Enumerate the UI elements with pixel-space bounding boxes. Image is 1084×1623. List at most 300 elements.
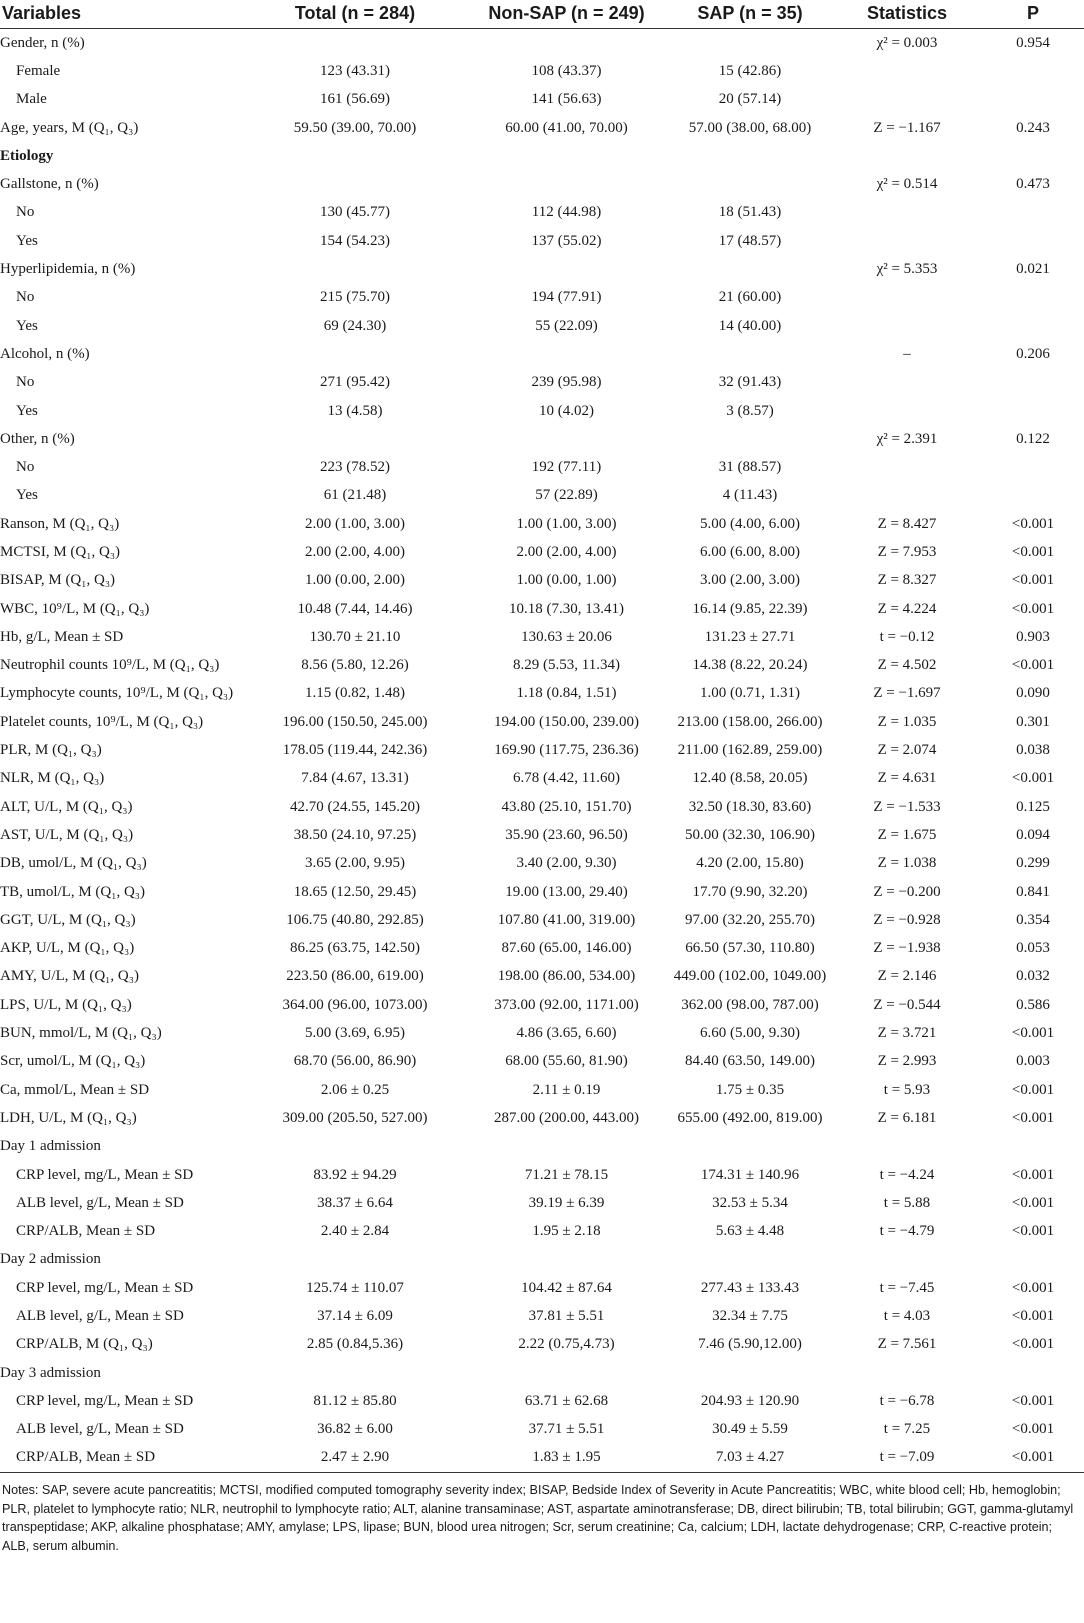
statistics-cell xyxy=(832,397,982,425)
table-row xyxy=(0,255,1084,283)
table-row xyxy=(0,850,1084,878)
table-row xyxy=(0,453,1084,481)
non-sap-cell: 141 (56.63) xyxy=(531,91,602,108)
variable-cell: Gender, n (%) xyxy=(0,34,85,51)
statistics-cell: Z = −1.167 xyxy=(873,119,941,136)
table-body xyxy=(0,29,1084,1473)
non-sap-cell xyxy=(465,142,668,170)
p-value-cell: 0.903 xyxy=(1016,628,1050,645)
total-cell xyxy=(245,29,465,58)
p-value-cell: 0.003 xyxy=(1016,1053,1050,1070)
total-cell: 196.00 (150.50, 245.00) xyxy=(282,713,428,730)
variable-cell: Age, years, M (Q₁, Q₃) xyxy=(0,119,139,136)
table-row xyxy=(0,708,1084,736)
sap-cell: 84.40 (63.50, 149.00) xyxy=(685,1053,815,1070)
total-cell xyxy=(245,425,465,453)
total-cell: 83.92 ± 94.29 xyxy=(313,1166,397,1183)
sap-cell xyxy=(668,425,832,453)
variable-cell: TB, umol/L, M (Q₁, Q₃) xyxy=(0,883,146,900)
table-row xyxy=(0,1161,1084,1189)
variable-cell: LPS, U/L, M (Q₁, Q₃) xyxy=(0,996,132,1013)
p-value-cell: 0.473 xyxy=(1016,176,1050,193)
statistics-cell: t = −4.24 xyxy=(879,1166,935,1183)
table-row xyxy=(0,1387,1084,1415)
non-sap-cell xyxy=(465,170,668,198)
statistics-cell: Z = −1.697 xyxy=(873,685,941,702)
sap-cell: 131.23 ± 27.71 xyxy=(704,628,796,645)
statistics-cell xyxy=(832,482,982,510)
statistics-cell xyxy=(832,1246,982,1274)
sap-cell: 14.38 (8.22, 20.24) xyxy=(692,657,808,674)
table-row xyxy=(0,284,1084,312)
non-sap-cell: 1.18 (0.84, 1.51) xyxy=(516,685,617,702)
non-sap-cell: 1.00 (1.00, 3.00) xyxy=(516,515,617,532)
p-value-cell: 0.301 xyxy=(1016,713,1050,730)
table-row xyxy=(0,906,1084,934)
total-cell xyxy=(245,142,465,170)
non-sap-cell xyxy=(465,340,668,368)
table-row xyxy=(0,1274,1084,1302)
sap-cell: 449.00 (102.00, 1049.00) xyxy=(673,968,827,985)
statistics-cell: Z = −0.544 xyxy=(873,996,941,1013)
variable-cell: Yes xyxy=(16,402,38,419)
sap-cell: 14 (40.00) xyxy=(718,317,782,334)
statistics-cell: Z = 8.327 xyxy=(877,572,937,589)
non-sap-cell: 2.22 (0.75,4.73) xyxy=(518,1336,615,1353)
table-row xyxy=(0,425,1084,453)
p-value-cell: <0.001 xyxy=(982,1444,1084,1473)
total-cell: 8.56 (5.80, 12.26) xyxy=(301,657,409,674)
non-sap-cell xyxy=(465,425,668,453)
non-sap-cell: 39.19 ± 6.39 xyxy=(528,1194,605,1211)
table-row xyxy=(0,1104,1084,1132)
non-sap-cell: 169.90 (117.75, 236.36) xyxy=(494,742,639,759)
variable-cell: DB, umol/L, M (Q₁, Q₃) xyxy=(0,855,147,872)
variable-cell: Ranson, M (Q₁, Q₃) xyxy=(0,515,120,532)
variable-cell: AKP, U/L, M (Q₁, Q₃) xyxy=(0,940,135,957)
table-row xyxy=(0,397,1084,425)
p-value-cell xyxy=(982,199,1084,227)
total-cell: 3.65 (2.00, 9.95) xyxy=(305,855,405,872)
non-sap-cell xyxy=(465,29,668,58)
variable-cell: CRP level, mg/L, Mean ± SD xyxy=(16,1392,194,1409)
sap-cell: 4.20 (2.00, 15.80) xyxy=(696,855,804,872)
total-cell xyxy=(245,1246,465,1274)
sap-cell: 213.00 (158.00, 266.00) xyxy=(677,713,823,730)
total-cell xyxy=(245,255,465,283)
total-cell: 1.00 (0.00, 2.00) xyxy=(305,572,405,589)
statistics-cell xyxy=(832,227,982,255)
total-cell: 223 (78.52) xyxy=(320,459,390,476)
statistics-cell: t = 7.25 xyxy=(883,1421,931,1438)
non-sap-cell: 8.29 (5.53, 11.34) xyxy=(513,657,620,674)
table-row xyxy=(0,227,1084,255)
statistics-cell: t = 5.88 xyxy=(883,1194,931,1211)
variable-cell: Hb, g/L, Mean ± SD xyxy=(0,628,124,645)
statistics-cell: Z = 4.224 xyxy=(877,600,937,617)
sap-cell: 4 (11.43) xyxy=(722,487,778,504)
non-sap-cell: 10.18 (7.30, 13.41) xyxy=(509,600,624,617)
variable-cell: Hyperlipidemia, n (%) xyxy=(0,261,136,278)
variable-cell: PLR, M (Q₁, Q₃) xyxy=(0,742,102,759)
table-row xyxy=(0,538,1084,566)
table-row xyxy=(0,878,1084,906)
total-cell: 37.14 ± 6.09 xyxy=(317,1308,393,1324)
sap-cell: 21 (60.00) xyxy=(718,289,782,306)
non-sap-cell: 2.00 (2.00, 4.00) xyxy=(516,543,617,560)
table-row xyxy=(0,680,1084,708)
p-value-cell: 0.125 xyxy=(1016,798,1050,815)
non-sap-cell: 37.81 ± 5.51 xyxy=(528,1308,605,1324)
variable-cell: MCTSI, M (Q₁, Q₃) xyxy=(0,543,121,560)
table-row xyxy=(0,482,1084,510)
statistics-cell: Z = 1.038 xyxy=(877,855,937,872)
variable-cell: Scr, umol/L, M (Q₁, Q₃) xyxy=(0,1053,146,1070)
variable-cell: AMY, U/L, M (Q₁, Q₃) xyxy=(0,968,139,985)
non-sap-cell: 1.00 (0.00, 1.00) xyxy=(516,572,617,589)
table-row xyxy=(0,510,1084,538)
total-cell: 2.06 ± 0.25 xyxy=(320,1081,390,1098)
table-row xyxy=(0,1331,1084,1359)
statistics-cell: Z = 2.146 xyxy=(877,968,937,985)
p-value-cell: <0.001 xyxy=(1011,572,1055,589)
variable-cell: CRP/ALB, M (Q₁, Q₃) xyxy=(16,1336,153,1353)
table-notes: Notes: SAP, severe acute pancreatitis; MCTSI, modified computed tomography severity index; BISAP, Bedside Index of Severity in Acute Pancreatitis; WBC, white blood cell; Hb, hemoglobin; PLR, platelet to lymphocyte ratio; NLR, neutrophil to lymphocyte ratio; ALT, alanine transaminase; AST, aspartate aminotransferase; DB, direct bilirubin; TB, total bilirubin; GGT, gamma-glutamyl transpeptidase; AKP, alkaline phosphatase; AMY, amylase; LPS, lipase; BUN, blood urea nitrogen; Scr, serum creatinine; Ca, calcium; LDH, lactate dehydrogenase; CRP, C-reactive protein; ALB, serum albumin. xyxy=(2,1483,1074,1553)
total-cell: 2.40 ± 2.84 xyxy=(320,1223,390,1240)
total-cell: 81.12 ± 85.80 xyxy=(313,1392,397,1409)
p-value-cell: 0.954 xyxy=(1016,34,1050,51)
p-value-cell: <0.001 xyxy=(1011,1421,1055,1438)
non-sap-cell: 57 (22.89) xyxy=(535,487,598,504)
statistics-cell: t = −4.79 xyxy=(879,1223,935,1240)
p-value-cell xyxy=(982,312,1084,340)
non-sap-cell: 287.00 (200.00, 443.00) xyxy=(494,1109,639,1126)
statistics-cell xyxy=(832,142,982,170)
statistics-cell: χ² = 5.353 xyxy=(876,261,938,278)
total-cell: 59.50 (39.00, 70.00) xyxy=(293,119,417,136)
p-value-cell: <0.001 xyxy=(1011,1025,1055,1042)
variable-cell: Male xyxy=(16,91,47,108)
statistics-cell: Z = 2.074 xyxy=(877,742,937,759)
table-row xyxy=(0,935,1084,963)
table-row xyxy=(0,567,1084,595)
non-sap-cell: 108 (43.37) xyxy=(531,62,602,79)
table-row xyxy=(0,170,1084,198)
p-value-cell xyxy=(982,369,1084,397)
variable-cell: NLR, M (Q₁, Q₃) xyxy=(0,770,105,787)
statistics-cell: Z = 2.993 xyxy=(877,1053,937,1070)
p-value-cell: 0.122 xyxy=(1016,430,1050,447)
variable-cell: Etiology xyxy=(0,147,54,164)
statistics-cell: Z = 7.561 xyxy=(877,1336,937,1353)
statistics-cell: Z = −1.533 xyxy=(873,798,941,815)
variable-cell: Alcohol, n (%) xyxy=(0,345,90,362)
statistics-cell xyxy=(832,1133,982,1161)
statistics-cell: – xyxy=(903,345,911,362)
variable-cell: Day 3 admission xyxy=(0,1364,101,1381)
variable-cell: Other, n (%) xyxy=(0,430,75,447)
p-value-cell: <0.001 xyxy=(1011,543,1055,560)
table-row xyxy=(0,963,1084,991)
header-statistics: Statistics xyxy=(832,0,982,29)
p-value-cell xyxy=(982,1133,1084,1161)
statistics-cell: Z = −0.200 xyxy=(873,883,941,900)
statistics-cell xyxy=(832,312,982,340)
sap-cell: 6.00 (6.00, 8.00) xyxy=(700,543,800,560)
p-value-cell: <0.001 xyxy=(1011,770,1055,787)
table-row xyxy=(0,199,1084,227)
non-sap-cell: 68.00 (55.60, 81.90) xyxy=(505,1053,628,1070)
variable-cell: ALB level, g/L, Mean ± SD xyxy=(16,1308,184,1324)
table-row xyxy=(0,623,1084,651)
p-value-cell: 0.038 xyxy=(1016,742,1050,759)
sap-cell xyxy=(668,29,832,58)
p-value-cell: <0.001 xyxy=(1011,1081,1055,1098)
p-value-cell: 0.299 xyxy=(1016,855,1050,872)
non-sap-cell: 192 (77.11) xyxy=(531,459,602,476)
total-cell: 2.00 (2.00, 4.00) xyxy=(305,543,405,560)
header-non-sap: Non-SAP (n = 249) xyxy=(465,0,668,29)
sap-cell: 12.40 (8.58, 20.05) xyxy=(692,770,808,787)
non-sap-cell xyxy=(465,1246,668,1274)
table-row xyxy=(0,57,1084,85)
p-value-cell: <0.001 xyxy=(1011,515,1055,532)
table-row xyxy=(0,595,1084,623)
variable-cell: Lymphocyte counts, 10⁹/L, M (Q₁, Q₃) xyxy=(0,685,234,702)
statistics-cell xyxy=(832,57,982,85)
p-value-cell: 0.586 xyxy=(1016,996,1050,1013)
non-sap-cell: 35.90 (23.60, 96.50) xyxy=(505,826,628,843)
non-sap-cell: 130.63 ± 20.06 xyxy=(521,628,612,645)
statistics-cell: Z = −0.928 xyxy=(873,911,941,928)
non-sap-cell: 112 (44.98) xyxy=(531,204,602,221)
statistics-cell: t = −6.78 xyxy=(879,1392,935,1409)
sap-cell: 1.00 (0.71, 1.31) xyxy=(700,685,800,702)
statistics-cell xyxy=(832,369,982,397)
non-sap-cell: 1.83 ± 1.95 xyxy=(465,1444,668,1473)
total-cell: 161 (56.69) xyxy=(320,91,390,108)
non-sap-cell: 373.00 (92.00, 1171.00) xyxy=(494,996,639,1013)
non-sap-cell: 10 (4.02) xyxy=(539,402,594,419)
table-row xyxy=(0,29,1084,58)
non-sap-cell: 1.95 ± 2.18 xyxy=(532,1223,601,1240)
total-cell: 154 (54.23) xyxy=(320,232,390,249)
non-sap-cell: 3.40 (2.00, 9.30) xyxy=(516,855,617,872)
sap-cell: 97.00 (32.20, 255.70) xyxy=(685,911,815,928)
p-value-cell: <0.001 xyxy=(1011,600,1055,617)
table-row xyxy=(0,369,1084,397)
table-row xyxy=(0,1302,1084,1330)
statistics-cell: t = −0.12 xyxy=(879,628,935,645)
variable-cell: CRP level, mg/L, Mean ± SD xyxy=(16,1166,194,1183)
table-row xyxy=(0,1444,1084,1473)
p-value-cell xyxy=(982,284,1084,312)
p-value-cell: 0.090 xyxy=(1016,685,1050,702)
variable-cell: Yes xyxy=(16,317,38,334)
p-value-cell: 0.841 xyxy=(1016,883,1050,900)
total-cell: 123 (43.31) xyxy=(320,62,390,79)
sap-cell: 66.50 (57.30, 110.80) xyxy=(685,940,815,957)
variable-cell: Platelet counts, 10⁹/L, M (Q₁, Q₃) xyxy=(0,713,204,730)
p-value-cell: 0.053 xyxy=(1016,940,1050,957)
non-sap-cell: 198.00 (86.00, 534.00) xyxy=(497,968,636,985)
total-cell: 2.00 (1.00, 3.00) xyxy=(305,515,405,532)
variable-cell: No xyxy=(16,459,35,476)
sap-cell: 17 (48.57) xyxy=(718,232,782,249)
sap-cell: 174.31 ± 140.96 xyxy=(700,1166,800,1183)
sap-cell: 32.53 ± 5.34 xyxy=(712,1194,788,1211)
statistics-cell: χ² = 0.514 xyxy=(876,176,938,193)
sap-cell: 32.34 ± 7.75 xyxy=(712,1308,788,1324)
variable-cell: Ca, mmol/L, Mean ± SD xyxy=(0,1081,150,1098)
total-cell: 69 (24.30) xyxy=(323,317,387,334)
variable-cell: Yes xyxy=(16,487,38,504)
non-sap-cell: 37.71 ± 5.51 xyxy=(528,1421,605,1438)
p-value-cell xyxy=(982,86,1084,114)
sap-cell: 362.00 (98.00, 787.00) xyxy=(681,996,819,1013)
p-value-cell xyxy=(982,57,1084,85)
total-cell: 125.74 ± 110.07 xyxy=(306,1279,404,1296)
total-cell xyxy=(245,340,465,368)
statistics-cell: Z = 7.953 xyxy=(877,543,937,560)
sap-cell xyxy=(668,170,832,198)
non-sap-cell: 107.80 (41.00, 319.00) xyxy=(497,911,636,928)
sap-cell: 7.46 (5.90,12.00) xyxy=(698,1336,802,1353)
sap-cell: 1.75 ± 0.35 xyxy=(715,1081,785,1098)
non-sap-cell: 194 (77.91) xyxy=(531,289,602,306)
non-sap-cell: 104.42 ± 87.64 xyxy=(521,1279,612,1296)
statistics-cell: t = −7.09 xyxy=(832,1444,982,1473)
table-row xyxy=(0,1217,1084,1245)
p-value-cell: <0.001 xyxy=(1011,1392,1055,1409)
table-row xyxy=(0,736,1084,764)
p-value-cell xyxy=(982,142,1084,170)
non-sap-cell: 2.11 ± 0.19 xyxy=(532,1081,601,1098)
sap-cell: 20 (57.14) xyxy=(718,91,782,108)
non-sap-cell: 43.80 (25.10, 151.70) xyxy=(501,798,632,815)
sap-cell: 3 (8.57) xyxy=(726,402,774,419)
statistics-cell: Z = 6.181 xyxy=(877,1109,937,1126)
statistics-cell xyxy=(832,1359,982,1387)
sap-cell: 18 (51.43) xyxy=(718,204,782,221)
total-cell: 7.84 (4.67, 13.31) xyxy=(301,770,409,787)
table-header-row xyxy=(0,0,1084,29)
total-cell: 68.70 (56.00, 86.90) xyxy=(293,1053,417,1070)
table-row xyxy=(0,991,1084,1019)
variable-cell: Day 1 admission xyxy=(0,1138,101,1155)
table-row xyxy=(0,340,1084,368)
total-cell: 5.00 (3.69, 6.95) xyxy=(305,1025,405,1042)
sap-cell: 5.00 (4.00, 6.00) xyxy=(700,515,800,532)
table-row xyxy=(0,821,1084,849)
p-value-cell: 0.206 xyxy=(1016,345,1050,362)
non-sap-cell: 71.21 ± 78.15 xyxy=(524,1166,609,1183)
total-cell: 364.00 (96.00, 1073.00) xyxy=(282,996,428,1013)
p-value-cell: <0.001 xyxy=(1011,1166,1055,1183)
variable-cell: Neutrophil counts 10⁹/L, M (Q₁, Q₃) xyxy=(0,657,220,674)
total-cell xyxy=(245,1133,465,1161)
table-row xyxy=(0,86,1084,114)
non-sap-cell: 63.71 ± 62.68 xyxy=(524,1392,609,1409)
sap-cell xyxy=(668,1246,832,1274)
total-cell: 2.47 ± 2.90 xyxy=(245,1444,465,1473)
p-value-cell: 0.094 xyxy=(1016,826,1050,843)
header-p: P xyxy=(982,0,1084,29)
sap-cell: 15 (42.86) xyxy=(718,62,782,79)
table-row xyxy=(0,1133,1084,1161)
sap-cell xyxy=(668,255,832,283)
statistics-cell: t = 5.93 xyxy=(883,1081,931,1098)
total-cell: 215 (75.70) xyxy=(320,289,390,306)
total-cell xyxy=(245,170,465,198)
variable-cell: AST, U/L, M (Q₁, Q₃) xyxy=(0,826,134,843)
statistics-cell: Z = 8.427 xyxy=(877,515,937,532)
p-value-cell: <0.001 xyxy=(1011,1336,1055,1353)
sap-cell: 31 (88.57) xyxy=(718,459,782,476)
variable-cell: Yes xyxy=(16,232,38,249)
statistics-cell xyxy=(832,86,982,114)
statistics-cell: χ² = 0.003 xyxy=(876,34,938,51)
total-cell: 223.50 (86.00, 619.00) xyxy=(286,968,424,985)
variable-cell: WBC, 10⁹/L, M (Q₁, Q₃) xyxy=(0,600,150,617)
statistics-cell xyxy=(832,284,982,312)
variable-cell: Gallstone, n (%) xyxy=(0,176,99,193)
table-row xyxy=(0,142,1084,170)
table-row xyxy=(0,652,1084,680)
table-row xyxy=(0,1019,1084,1047)
p-value-cell xyxy=(982,482,1084,510)
variable-cell: ALT, U/L, M (Q₁, Q₃) xyxy=(0,798,133,815)
p-value-cell xyxy=(982,227,1084,255)
variable-cell: GGT, U/L, M (Q₁, Q₃) xyxy=(0,911,136,928)
variable-cell: BISAP, M (Q₁, Q₃) xyxy=(0,572,116,589)
variable-cell: No xyxy=(16,289,35,306)
table-row xyxy=(0,765,1084,793)
non-sap-cell: 194.00 (150.00, 239.00) xyxy=(494,713,639,730)
total-cell: 38.50 (24.10, 97.25) xyxy=(293,826,417,843)
p-value-cell: <0.001 xyxy=(1011,1223,1055,1240)
total-cell: 106.75 (40.80, 292.85) xyxy=(286,911,424,928)
p-value-cell: <0.001 xyxy=(1011,1308,1055,1324)
non-sap-cell: 4.86 (3.65, 6.60) xyxy=(516,1025,617,1042)
statistics-cell: Z = 1.675 xyxy=(877,826,937,843)
variable-cell: Female xyxy=(16,62,61,79)
p-value-cell xyxy=(982,1359,1084,1387)
table-row xyxy=(0,1076,1084,1104)
header-sap: SAP (n = 35) xyxy=(668,0,832,29)
statistics-cell xyxy=(832,199,982,227)
p-value-cell: <0.001 xyxy=(1011,1109,1055,1126)
sap-cell: 32 (91.43) xyxy=(718,374,782,391)
total-cell: 130.70 ± 21.10 xyxy=(309,628,401,645)
sap-cell: 204.93 ± 120.90 xyxy=(700,1392,800,1409)
variable-cell: CRP level, mg/L, Mean ± SD xyxy=(16,1279,194,1296)
non-sap-cell: 239 (95.98) xyxy=(531,374,602,391)
sap-cell: 211.00 (162.89, 259.00) xyxy=(677,742,823,759)
header-variables: Variables xyxy=(0,0,245,29)
p-value-cell: <0.001 xyxy=(1011,1279,1055,1296)
sap-cell xyxy=(668,340,832,368)
variable-cell: ALB level, g/L, Mean ± SD xyxy=(16,1194,184,1211)
table-row xyxy=(0,1189,1084,1217)
table-row xyxy=(0,1359,1084,1387)
sap-cell: 30.49 ± 5.59 xyxy=(712,1421,788,1438)
table-row xyxy=(0,1246,1084,1274)
total-cell xyxy=(245,1359,465,1387)
p-value-cell: 0.032 xyxy=(1016,968,1050,985)
statistics-cell: Z = −1.938 xyxy=(873,940,941,957)
total-cell: 271 (95.42) xyxy=(320,374,390,391)
